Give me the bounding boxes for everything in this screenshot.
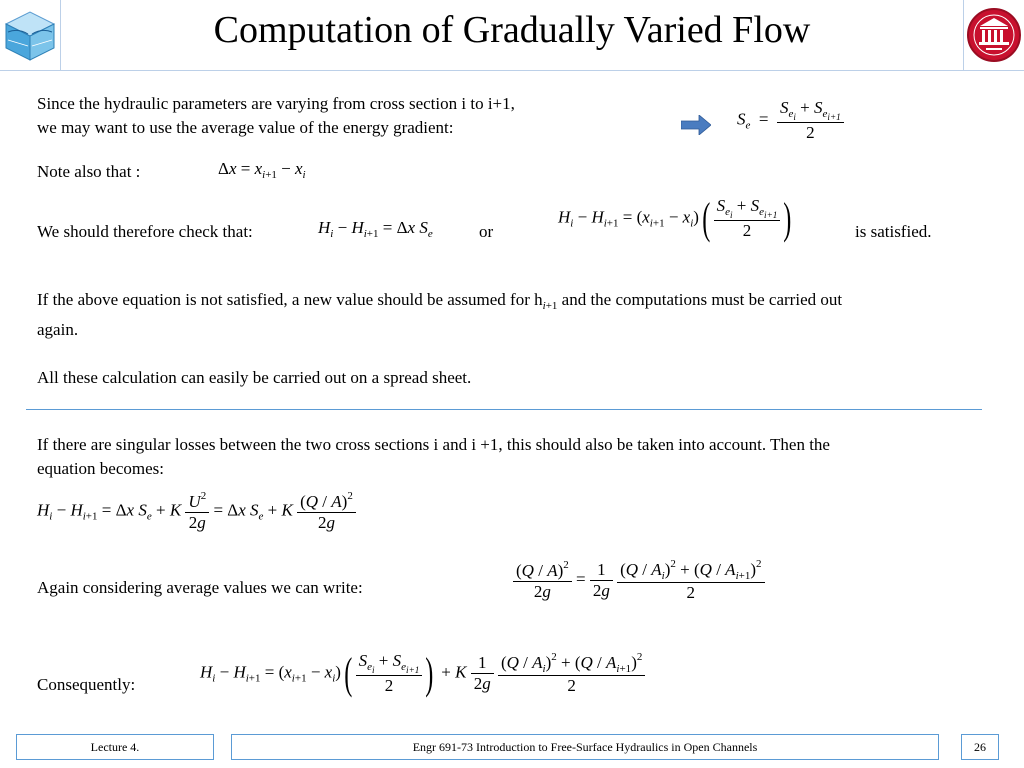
footer-course-title: Engr 691-73 Introduction to Free-Surface Hydraulics in Open Channels <box>231 734 939 760</box>
singular-line-2: equation becomes: <box>37 459 164 478</box>
singular-line-1: If there are singular losses between the two cross sections i and i +1, this should also be taken into account. Then the <box>37 435 830 454</box>
satisfied-label: is satisfied. <box>855 222 932 241</box>
consequently-label: Consequently: <box>37 675 136 694</box>
formula-head-check-expanded: $H_i - H_{i+1} = (x_{i+1} - x_i)$( $\frac{S_{e_i} + S_{e_{i+1}}}{2}$ ) <box>558 193 792 243</box>
formula-average-velocity-head: $\frac{(Q / A)^2}{2g}$ = $\frac{1}{2g}$ $\frac{(Q / A_i)^2 + (Q / A_{i+1})^2}{2}$ <box>513 558 765 603</box>
not-satisfied-paragraph: If the above equation is not satisfied, a new value should be assumed for $h_{i+1}$ and the computations must be carried out again. <box>37 290 843 339</box>
section-divider <box>26 409 982 410</box>
formula-final: $H_i - H_{i+1} = (x_{i+1} - x_i)$( $\frac{S_{e_i} + S_{e_{i+1}}}{2}$ ) + K $\frac{1}{2g}$ $\frac{(Q / A_i)^2 + (Q / A_{i+1})^2}{2}$ <box>200 651 645 696</box>
intro-line-2: we may want to use the average value of the energy gradient: <box>37 118 454 137</box>
spreadsheet-text: All these calculation can easily be carried out on a spread sheet. <box>37 368 472 387</box>
note-label: Note also that : <box>37 162 141 181</box>
not-satisfied-text-a: If the above equation is not satisfied, a new value should be assumed for h <box>37 290 543 309</box>
footer-lecture: Lecture 4. <box>16 734 214 760</box>
formula-head-check: $H_i - H_{i+1} = \Delta x$ $S_e$ <box>318 218 433 240</box>
right-arrow-icon <box>681 115 711 135</box>
or-label: or <box>479 222 494 241</box>
average-label: Again considering average values we can write: <box>37 578 363 597</box>
singular-losses-paragraph <box>37 433 997 481</box>
not-satisfied-text-c: again. <box>37 320 79 339</box>
not-satisfied-text-b: and the computations must be carried out <box>561 290 843 309</box>
page-title: Computation of Gradually Varied Flow <box>213 9 811 51</box>
formula-average-energy-gradient: $S_e$ = $\frac{S_{e_i} + S_{e_{i+1}}}{2}$ <box>737 98 844 143</box>
university-seal-icon <box>966 4 1022 66</box>
check-label: We should therefore check that: <box>37 222 253 241</box>
formula-singular-losses: $H_i - H_{i+1} = \Delta x$ $S_e + K$ $\frac{U^2}{2g}$ = Δx $S_e + K$ $\frac{(Q / A)^2}{2g}$ <box>37 490 356 533</box>
footer-page-number: 26 <box>961 734 999 760</box>
intro-text <box>37 92 637 140</box>
intro-line-1: Since the hydraulic parameters are varying from cross section i to i+1, <box>37 94 515 113</box>
formula-delta-x: $\Delta x = x_{i+1} - x_i$ <box>218 159 306 181</box>
